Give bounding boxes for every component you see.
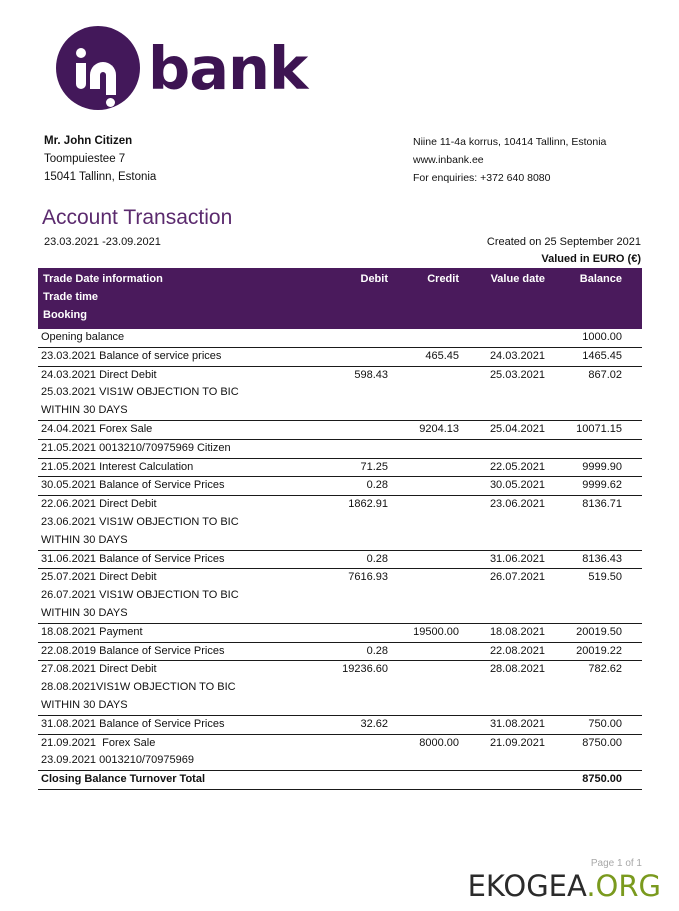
row-description: WITHIN 30 DAYS xyxy=(41,698,128,711)
row-description: 30.05.2021 Balance of Service Prices xyxy=(41,479,225,492)
row-debit: 7616.93 xyxy=(348,571,388,584)
row-balance: 519.50 xyxy=(588,571,622,584)
row-description: 27.08.2021 Direct Debit xyxy=(41,663,157,676)
table-body xyxy=(38,329,642,789)
row-description: 23.06.2021 VIS1W OBJECTION TO BIC xyxy=(41,515,239,528)
logo-n-tail xyxy=(106,88,116,95)
row-description: 25.03.2021 VIS1W OBJECTION TO BIC xyxy=(41,386,239,399)
table-row xyxy=(38,420,642,439)
row-balance: 9999.90 xyxy=(582,460,622,473)
table-row xyxy=(38,568,642,587)
header-trade-time: Trade time xyxy=(43,291,99,303)
row-balance: 8136.71 xyxy=(582,498,622,511)
row-debit: 1862.91 xyxy=(348,498,388,511)
row-description: 23.09.2021 0013210/70975969 xyxy=(41,754,194,767)
row-debit: 19236.60 xyxy=(342,663,388,676)
row-description: 24.04.2021 Forex Sale xyxy=(41,422,153,435)
row-value-date: 30.05.2021 xyxy=(489,479,545,492)
row-balance: 867.02 xyxy=(588,368,622,381)
logo-n-dot xyxy=(106,98,115,107)
table-row xyxy=(38,458,642,477)
customer-address xyxy=(44,132,156,186)
row-description: 18.08.2021 Payment xyxy=(41,625,143,638)
page-number: Page 1 of 1 xyxy=(590,858,642,869)
table-row xyxy=(38,495,642,514)
created-date: Created on 25 September 2021 xyxy=(486,236,641,248)
logo-wordmark: bank xyxy=(148,33,308,103)
row-balance: 8750.00 xyxy=(582,773,622,786)
header-debit: Debit xyxy=(360,273,388,285)
bank-address: Niine 11-4a korrus, 10414 Tallinn, Estonia xyxy=(413,136,607,148)
table-row xyxy=(38,476,642,495)
watermark-tld: .ORG xyxy=(586,869,661,903)
row-description: Closing Balance Turnover Total xyxy=(41,773,206,786)
row-credit: 8000.00 xyxy=(419,736,459,749)
row-description: WITHIN 30 DAYS xyxy=(41,404,128,417)
row-description: 21.05.2021 0013210/70975969 Citizen xyxy=(41,441,231,454)
table-row xyxy=(38,402,642,420)
row-description: 22.08.2019 Balance of Service Prices xyxy=(41,644,225,657)
row-description: 31.08.2021 Balance of Service Prices xyxy=(41,717,225,730)
table-row xyxy=(38,715,642,734)
row-description: 22.06.2021 Direct Debit xyxy=(41,498,157,511)
row-balance: 8136.43 xyxy=(582,552,622,565)
row-debit: 32.62 xyxy=(360,717,388,730)
row-credit: 19500.00 xyxy=(413,625,459,638)
row-balance: 8750.00 xyxy=(582,736,622,749)
customer-city: 15041 Tallinn, Estonia xyxy=(44,171,157,183)
table-row xyxy=(38,605,642,623)
row-value-date: 25.04.2021 xyxy=(489,422,545,435)
row-value-date: 28.08.2021 xyxy=(489,663,545,676)
logo-n-arch xyxy=(90,62,116,89)
table-row xyxy=(38,752,642,770)
row-balance: 20019.50 xyxy=(576,625,622,638)
row-balance: 1000.00 xyxy=(582,331,622,343)
bank-website: www.inbank.ee xyxy=(413,154,484,166)
table-row xyxy=(38,347,642,366)
row-description: 31.06.2021 Balance of Service Prices xyxy=(41,552,225,565)
row-value-date: 21.09.2021 xyxy=(489,736,545,749)
row-balance: 20019.22 xyxy=(576,644,622,657)
row-debit: 0.28 xyxy=(366,552,388,565)
table-row xyxy=(38,384,642,402)
row-description: Opening balance xyxy=(41,331,125,343)
row-credit: 465.45 xyxy=(425,349,459,362)
customer-street: Toompuiestee 7 xyxy=(44,153,126,165)
row-value-date: 18.08.2021 xyxy=(489,625,545,638)
page-title: Account Transaction xyxy=(42,206,233,229)
row-balance: 750.00 xyxy=(588,717,622,730)
table-row xyxy=(38,587,642,605)
row-value-date: 24.03.2021 xyxy=(489,349,545,362)
row-value-date: 31.06.2021 xyxy=(489,552,545,565)
header-balance: Balance xyxy=(579,273,622,285)
row-description: 21.05.2021 Interest Calculation xyxy=(41,460,194,473)
table-row xyxy=(38,366,642,385)
watermark xyxy=(468,869,661,903)
table-row xyxy=(38,734,642,753)
row-value-date: 22.05.2021 xyxy=(489,460,545,473)
table-row xyxy=(38,679,642,697)
table-row xyxy=(38,514,642,532)
row-description: WITHIN 30 DAYS xyxy=(41,533,128,546)
row-debit: 71.25 xyxy=(360,460,388,473)
row-value-date: 23.06.2021 xyxy=(489,498,545,511)
row-debit: 0.28 xyxy=(366,644,388,657)
transactions-table xyxy=(38,268,642,790)
customer-name: Mr. John Citizen xyxy=(44,135,133,147)
row-description: 25.07.2021 Direct Debit xyxy=(41,571,157,584)
table-header xyxy=(38,268,642,329)
table-row xyxy=(38,660,642,679)
table-bottom-rule xyxy=(38,789,642,790)
row-balance: 1465.45 xyxy=(582,349,622,362)
row-description: 21.09.2021 Forex Sale xyxy=(41,736,156,749)
row-debit: 598.43 xyxy=(354,368,388,381)
table-row xyxy=(38,532,642,550)
row-balance: 10071.15 xyxy=(576,422,622,435)
row-credit: 9204.13 xyxy=(419,422,459,435)
bank-contact xyxy=(413,133,606,187)
header-booking: Booking xyxy=(43,309,87,321)
row-description: 24.03.2021 Direct Debit xyxy=(41,368,157,381)
row-value-date: 22.08.2021 xyxy=(489,644,545,657)
table-row xyxy=(38,697,642,715)
header-credit: Credit xyxy=(427,273,459,285)
table-row xyxy=(38,623,642,642)
row-value-date: 31.08.2021 xyxy=(489,717,545,730)
header-trade-date: Trade Date information xyxy=(43,273,163,285)
row-debit: 0.28 xyxy=(366,479,388,492)
row-description: WITHIN 30 DAYS xyxy=(41,606,128,619)
watermark-name: EKOGEA xyxy=(467,869,587,903)
row-balance: 782.62 xyxy=(588,663,622,676)
inbank-circle-icon xyxy=(56,26,140,110)
table-row xyxy=(38,439,642,458)
row-description: 23.03.2021 Balance of service prices xyxy=(41,349,222,362)
table-row xyxy=(38,770,642,789)
table-row xyxy=(38,642,642,661)
inbank-logo xyxy=(56,26,307,110)
table-row xyxy=(38,329,642,347)
currency-note: Valued in EURO (€) xyxy=(541,253,641,265)
statement-period: 23.03.2021 -23.09.2021 xyxy=(44,236,161,248)
row-description: 28.08.2021VIS1W OBJECTION TO BIC xyxy=(41,681,236,694)
logo-i-stem xyxy=(76,63,86,89)
bank-enquiries: For enquiries: +372 640 8080 xyxy=(413,172,551,184)
row-balance: 9999.62 xyxy=(582,479,622,492)
row-value-date: 26.07.2021 xyxy=(489,571,545,584)
row-description: 26.07.2021 VIS1W OBJECTION TO BIC xyxy=(41,589,239,602)
row-value-date: 25.03.2021 xyxy=(489,368,545,381)
logo-i-dot xyxy=(76,48,86,58)
table-row xyxy=(38,550,642,569)
header-value-date: Value date xyxy=(490,273,545,285)
